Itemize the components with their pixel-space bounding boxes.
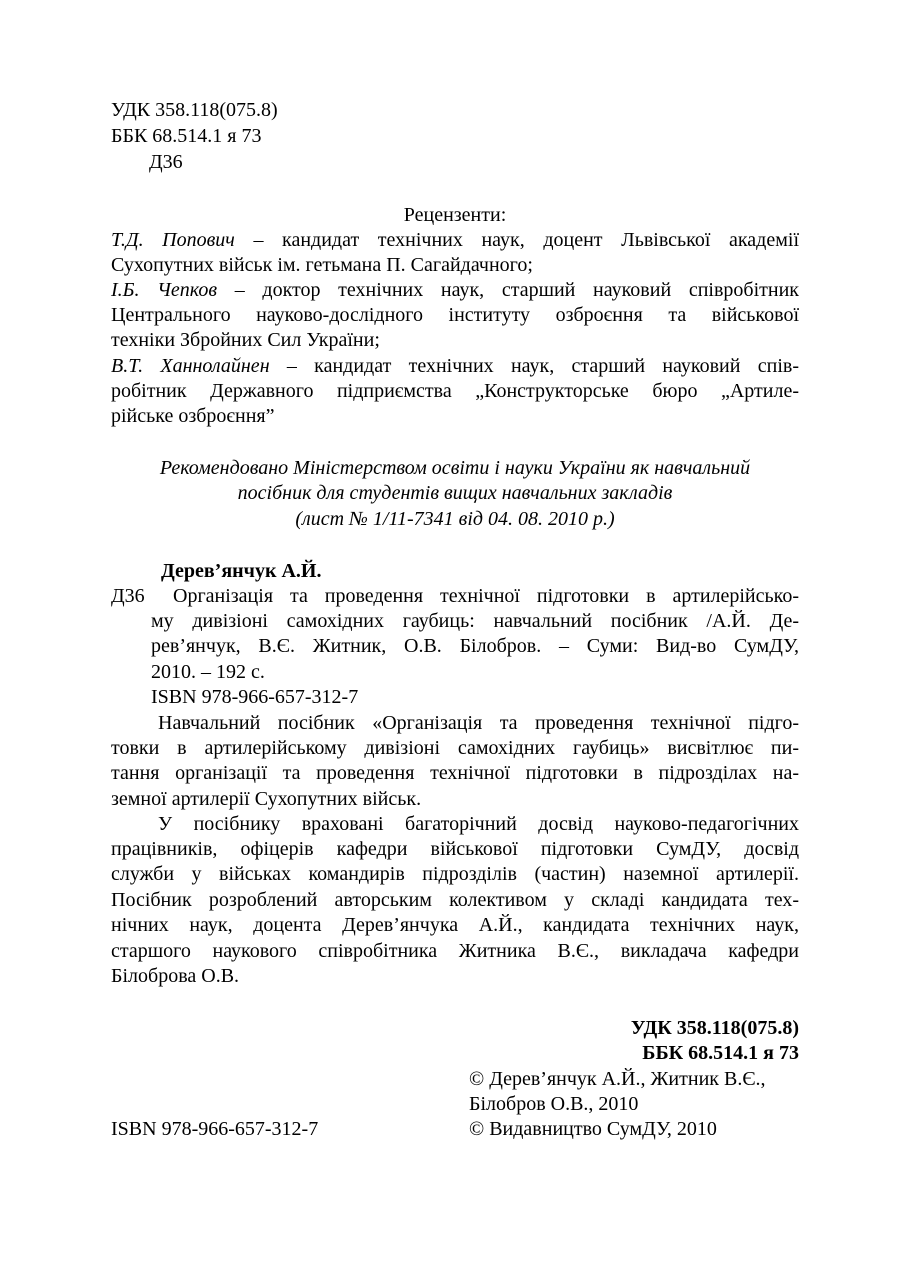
reviewer-2-name: І.Б. Чепков bbox=[111, 279, 218, 301]
catalog-isbn: ISBN 978-966-657-312-7 bbox=[151, 686, 359, 708]
recommendation-line-3: (лист № 1/11-7341 від 04. 08. 2010 р.) bbox=[295, 508, 615, 530]
bottom-bbk: ББК 68.514.1 я 73 bbox=[642, 1042, 799, 1064]
reviewer-1-name: Т.Д. Попович bbox=[111, 229, 235, 251]
reviewer-3-line-1: В.Т. Ханнолайнен – кандидат технічних наук, старший науковий спів- bbox=[111, 355, 799, 377]
abstract-line: Білоброва О.В. bbox=[111, 965, 240, 987]
recommendation-line-1: Рекомендовано Міністерством освіти і науки України як навчальний bbox=[159, 457, 751, 479]
reviewer-3-name: В.Т. Ханнолайнен bbox=[111, 355, 270, 377]
abstract-line: товки в артилерійському дивізіоні самохідних гаубиць» висвітлює пи- bbox=[111, 737, 799, 759]
catalog-author: Дерев’янчук А.Й. bbox=[161, 560, 322, 582]
reviewer-1-line-2: Сухопутних військ ім. гетьмана П. Сагайдачного; bbox=[111, 254, 533, 276]
bbk-code: ББК 68.514.1 я 73 bbox=[111, 125, 262, 147]
abstract-line: служби у військах командирів підрозділів (частин) наземної артилерії. bbox=[111, 863, 799, 885]
recommendation-line-2: посібник для студентів вищих навчальних закладів bbox=[237, 482, 673, 504]
copyright-authors-cont: Білобров О.В., 2010 bbox=[469, 1093, 639, 1115]
abstract-line: працівників, офіцерів кафедри військової підготовки СумДУ, досвід bbox=[111, 838, 799, 860]
reviewer-2-line-3: техніки Збройних Сил України; bbox=[111, 329, 380, 351]
copyright-publisher: © Видавництво СумДУ, 2010 bbox=[469, 1118, 717, 1140]
reviewer-1-line-1: Т.Д. Попович – кандидат технічних наук, доцент Львівської академії bbox=[111, 229, 799, 251]
catalog-mark: Д36 bbox=[111, 585, 145, 607]
bottom-isbn: ISBN 978-966-657-312-7 bbox=[111, 1118, 319, 1140]
catalog-desc-line: му дивізіоні самохідних гаубиць: навчальний посібник /А.Й. Де- bbox=[151, 610, 799, 632]
reviewer-2-line-2: Центрального науково-дослідного інституту озброєння та військової bbox=[111, 304, 799, 326]
catalog-desc-line: Організація та проведення технічної підготовки в артилерійсько- bbox=[173, 585, 799, 607]
reviewer-2-line-1: І.Б. Чепков – доктор технічних наук, старший науковий співробітник bbox=[111, 279, 799, 301]
reviewer-3-line-2: робітник Державного підприємства „Конструкторське бюро „Артиле- bbox=[111, 380, 799, 402]
udk-code: УДК 358.118(075.8) bbox=[111, 99, 278, 121]
abstract-line: Посібник розроблений авторським колективом у складі кандидата тех- bbox=[111, 889, 799, 911]
abstract-line: нічних наук, доцента Дерев’янчука А.Й., кандидата технічних наук, bbox=[111, 914, 799, 936]
abstract-line: У посібнику враховані багаторічний досвід науково-педагогічних bbox=[158, 813, 799, 835]
abstract-line: земної артилерії Сухопутних військ. bbox=[111, 788, 422, 810]
catalog-desc-line: 2010. – 192 с. bbox=[151, 661, 265, 683]
author-mark: Д36 bbox=[149, 151, 183, 173]
reviewers-heading: Рецензенти: bbox=[403, 204, 507, 226]
reviewer-3-line-3: рійське озброєння” bbox=[111, 405, 275, 427]
bottom-udk: УДК 358.118(075.8) bbox=[630, 1017, 799, 1039]
abstract-line: старшого наукового співробітника Житника В.Є., викладача кафедри bbox=[111, 940, 799, 962]
abstract-line: Навчальний посібник «Організація та проведення технічної підго- bbox=[158, 712, 799, 734]
abstract-line: тання організації та проведення технічної підготовки в підрозділах на- bbox=[111, 762, 799, 784]
copyright-authors: © Дерев’янчук А.Й., Житник В.Є., bbox=[469, 1068, 766, 1090]
catalog-desc-line: рев’янчук, В.Є. Житник, О.В. Білобров. – Суми: Вид-во СумДУ, bbox=[151, 635, 799, 657]
